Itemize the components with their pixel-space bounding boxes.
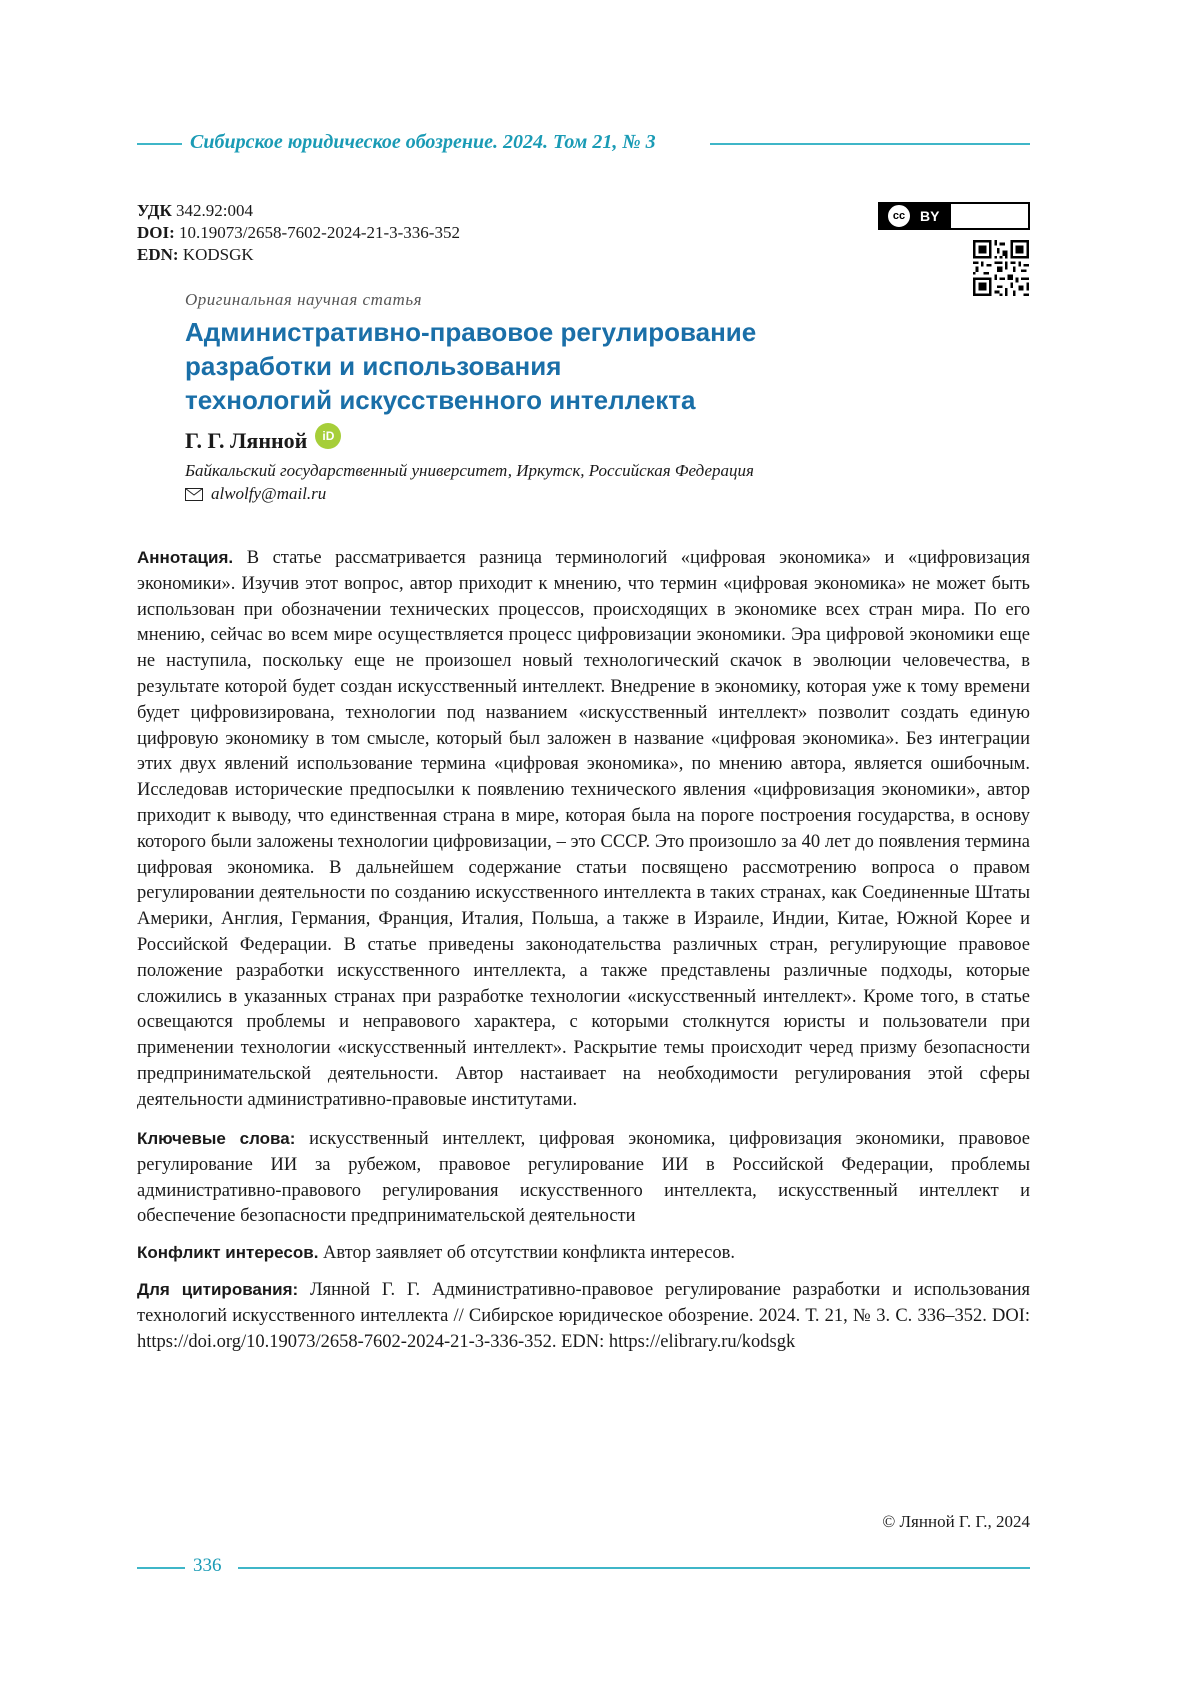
abstract [137,545,1030,1114]
journal-title: Сибирское юридическое обозрение. 2024. Том 21, № 3 [190,131,656,154]
conflict-text: Автор заявляет об отсутствии конфликта интересов. [323,1243,735,1263]
doi-line: DOI: 10.19073/2658-7602-2024-21-3-336-352 [137,222,460,244]
citation [137,1277,1030,1355]
copyright: © Лянной Г. Г., 2024 [882,1512,1030,1532]
abstract-text: В статье рассматривается разница терминологий «цифровая экономика» и «цифровизация экономики». Изучив этот вопрос, автор приходит к мнению, что термин «цифровая экономика» не может быть использован при обозначении технических процессов, происходящих в экономике всех стран мира. По его мнению, сейчас во всем мире осуществляется процесс цифровизации экономики. Эра цифровой экономики еще не наступила, поскольку еще не произошел новый технологический скачок в эволюции человечества, в результате которой будет создан искусственный интеллект. Внедрение в экономику, которая уже к тому времени будет цифровизирована, технологии под названием «искусственный интеллект» позволит создать единую цифровую экономику в том смысле, который был заложен в название «цифровая экономика». Без интеграции этих двух явлений использование термина «цифровая экономика», по мнению автора, является ошибочным. Исследовав исторические предпосылки к появлению технического явления «цифровизация экономики», автор приходит к выводу, что единственная страна в мире, которая была на пороге построения государства, в основу которого были заложены технологии цифровизации, – это СССР. Это произошло за 40 лет до появления термина цифровая экономика. В дальнейшем содержание статьи посвящено рассмотрению вопроса о правом регулировании деятельности по созданию искусственного интеллекта в таких странах, как Соединенные Штаты Америки, Англия, Германия, Франция, Италия, Польша, а также в Израиле, Индии, Китае, Южной Корее и Российской Федерации. В статье приведены законодательства различных стран, регулирующие правовое положение разработки искусственного интеллекта, а также представлены различные подходы, которые сложились в указанных странах при разработке технологии «искусственный интеллект». Кроме того, в статье освещаются проблемы и неправового характера, с которыми столкнутся юристы и пользователи при применении технологии «искусственный интеллект». Раскрытие темы происходит черед призму безопасности предпринимательской деятельности. Автор настаивает на необходимости регулирования этой сферы деятельности административно-правовые институтами. [137,548,1030,1110]
conflict-label: Конфликт интересов. [137,1243,318,1262]
doi-link[interactable]: 10.19073/2658-7602-2024-21-3-336-352 [179,223,460,242]
article-type: Оригинальная научная статья [185,290,422,310]
udc-line: УДК 342.92:004 [137,200,460,222]
title-line: разработки и использования [185,349,885,383]
header-rule-left [137,143,182,145]
cc-icon: cc [886,203,912,229]
title-line: Административно-правовое регулирование [185,315,885,349]
mail-icon [185,488,203,501]
footer-rule-right [238,1567,1030,1569]
page-number: 336 [193,1555,222,1577]
qr-code-icon[interactable] [973,240,1029,296]
keywords-text: искусственный интеллект, цифровая экономика, цифровизация экономики, правовое регулирование ИИ за рубежом, правовое регулирование ИИ в Российской Федерации, проблемы административно-правового регулирования искусственного интеллекта, искусственный интеллект и обеспечение безопасности предпринимательской деятельности [137,1129,1030,1226]
conflict-of-interest [137,1240,1030,1267]
abstract-label: Аннотация. [137,548,233,567]
keywords [137,1126,1030,1230]
keywords-label: Ключевые слова: [137,1129,295,1148]
identifiers [137,200,460,266]
license-badge-fill [949,204,1028,228]
citation-text: Лянной Г. Г. Административно-правовое регулирование разработки и использования технологий искусственного интеллекта // Сибирское юридическое обозрение. 2024. Т. 21, № 3. С. 336–352. DOI: https://doi.org/10.19073/2658-7602-2024-21-3-336-352. EDN: https://elibrary.ru/kodsgk [137,1280,1030,1352]
affiliation: Байкальский государственный университет, Иркутск, Российская Федерация [185,461,754,481]
article-title [185,315,885,417]
orcid-icon[interactable]: iD [315,423,341,449]
author-name: Г. Г. Лянной [185,428,307,454]
title-line: технологий искусственного интеллекта [185,383,885,417]
header-rule-right [710,143,1030,145]
edn-line: EDN: KODSGK [137,244,460,266]
by-label: BY [920,208,939,224]
cc-by-license-badge[interactable] [878,202,1030,230]
author [185,428,341,454]
citation-label: Для цитирования: [137,1280,298,1299]
footer-rule-left [137,1567,185,1569]
author-email [185,484,326,504]
email-link[interactable]: alwolfy@mail.ru [211,484,326,504]
